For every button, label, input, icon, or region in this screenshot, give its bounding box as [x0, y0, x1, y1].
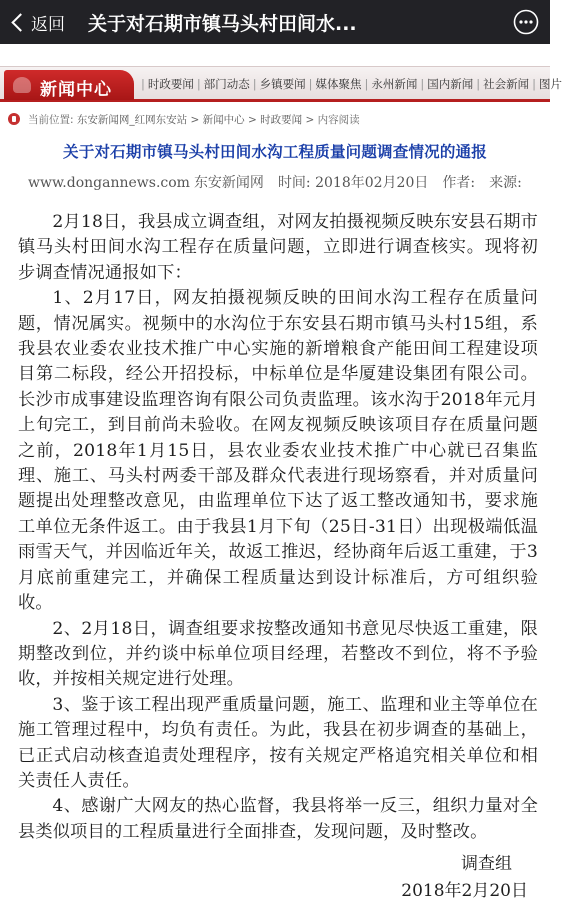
- nav-item[interactable]: 社会新闻: [483, 77, 530, 91]
- article-body: [18, 210, 538, 845]
- nav-item[interactable]: 永州新闻: [371, 77, 418, 91]
- article-paragraph: 4、感谢广大网友的热心监督，我县将举一反三，组织力量对全县类似项目的工程质量进行全面排查，发现问题，及时整改。: [18, 796, 538, 842]
- article-headline: 关于对石期市镇马头村田间水沟工程质量问题调查情况的通报: [63, 143, 487, 161]
- nav-divider: |: [420, 77, 425, 91]
- nav-divider: |: [308, 77, 313, 91]
- more-dots-icon: [513, 9, 539, 35]
- location-dot-icon: [8, 113, 20, 125]
- site-nav-bar: [0, 66, 562, 102]
- nav-divider: |: [364, 77, 369, 91]
- breadcrumb-item[interactable]: 新闻中心: [202, 114, 245, 126]
- nav-item[interactable]: 时政要闻: [147, 77, 194, 91]
- nav-item[interactable]: 部门动态: [203, 77, 250, 91]
- top-bar: [0, 0, 550, 44]
- time-label: 时间:: [277, 175, 311, 191]
- nav-divider: |: [141, 77, 145, 91]
- signature-org: 调查组: [461, 854, 512, 874]
- site-url: www.dongannews.com: [28, 175, 190, 191]
- article-screenshot: [0, 44, 562, 904]
- signature-block: [401, 851, 528, 905]
- signature-date: 2018年2月20日: [401, 881, 528, 901]
- site-name: 东安新闻网: [193, 175, 264, 191]
- section-logo: [4, 70, 134, 100]
- article-meta: [28, 172, 522, 192]
- article-paragraph: 1、2月17日，网友拍摄视频反映的田间水沟工程存在质量问题，情况属实。视频中的水沟位于东安县石期市镇马头村15组，系我县农业委农业技术推广中心实施的新增粮食产能田间工程建设项目第二标段，经公开招投标，中标单位是华厦建设集团有限公司。长沙市成事建设监理咨询有限公司负责监理。该水沟于2018年元月上旬完工，到目前尚未验收。在网友视频反映该项目存在质量问题之前，2018年1月15日，县农业委农业技术推广中心就已召集监理、施工、马头村两委干部及群众代表进行现场察看，并对质量问题提出处理整改意见，由监理单位下达了返工整改通知书，要求施工单位无条件返工。由于我县1月下旬（25日-31日）出现极端低温雨雪天气，并因临近年关，故返工推迟，经协商年后返工重建，于3月底前重建完工，并确保工程质量达到设计标准后，方可组织验收。: [18, 288, 538, 614]
- breadcrumb: [0, 110, 550, 130]
- back-label: 返回: [31, 14, 65, 35]
- source-label: 来源:: [489, 175, 522, 191]
- nav-item[interactable]: 媒体聚焦: [315, 77, 362, 91]
- page-title: 关于对石期市镇马头村田间水...: [88, 12, 357, 35]
- section-title: 新闻中心: [40, 80, 112, 100]
- back-button[interactable]: [0, 0, 88, 44]
- nav-item[interactable]: 图片: [539, 77, 562, 91]
- nav-divider: |: [476, 77, 481, 91]
- chevron-left-icon: [11, 13, 29, 31]
- breadcrumb-prefix: 当前位置:: [28, 114, 74, 126]
- nav-divider: |: [532, 77, 536, 91]
- nav-divider: |: [252, 77, 257, 91]
- article-paragraph: 2、2月18日，调查组要求按整改通知书意见尽快返工重建，限期整改到位，并约谈中标单位项目经理，若整改不到位，将不予验收，并按相关规定进行处理。: [18, 618, 538, 690]
- breadcrumb-item[interactable]: 红网东安站: [134, 114, 188, 126]
- author-label: 作者:: [442, 175, 476, 191]
- nav-item[interactable]: 国内新闻: [427, 77, 474, 91]
- news-logo-icon: [13, 77, 31, 93]
- breadcrumb-item: 内容阅读: [317, 114, 360, 126]
- article-paragraph: 3、鉴于该工程出现严重质量问题，施工、监理和业主等单位在施工管理过程中，均负有责任。为此，我县在初步调查的基础上，已正式启动核查追责处理程序，按有关规定严格追究相关单位和相关责任人责任。: [18, 694, 538, 791]
- publish-date: 2018年02月20日: [315, 175, 429, 191]
- nav-links: [138, 76, 562, 92]
- breadcrumb-item[interactable]: 时政要闻: [260, 114, 303, 126]
- nav-item[interactable]: 乡镇要闻: [259, 77, 306, 91]
- breadcrumb-item[interactable]: 东安新闻网: [76, 114, 130, 126]
- breadcrumb-text: 当前位置: 东安新闻网_红网东安站 > 新闻中心 > 时政要闻 > 内容阅读: [28, 114, 360, 126]
- more-button[interactable]: [502, 0, 550, 44]
- nav-divider: |: [196, 77, 201, 91]
- article-paragraph: 2月18日，我县成立调查组，对网友拍摄视频反映东安县石期市镇马头村田间水沟工程存在质量问题，立即进行调查核实。现将初步调查情况通报如下：: [18, 212, 538, 283]
